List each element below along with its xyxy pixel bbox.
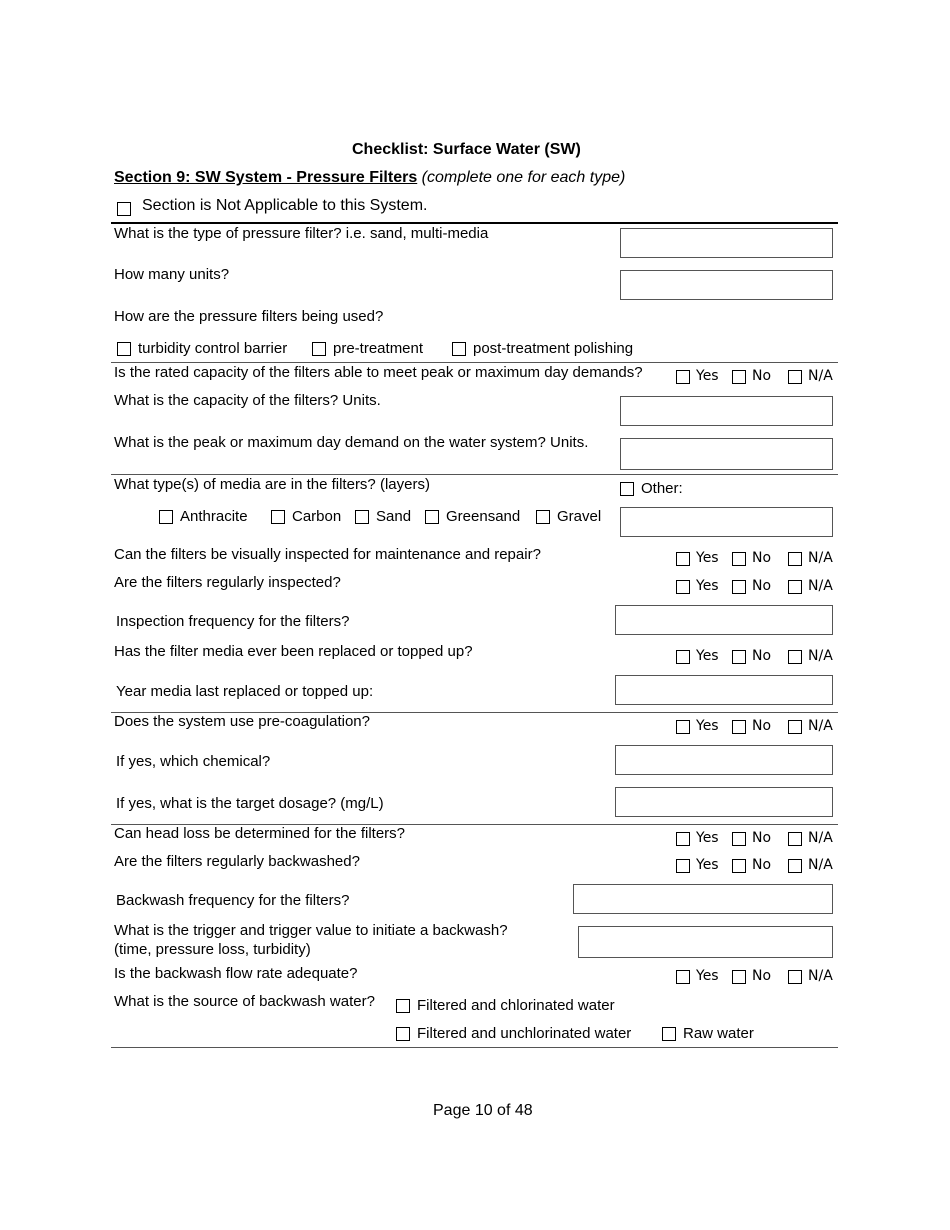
- na-label: N/A: [808, 718, 833, 734]
- peak-demand-input[interactable]: [620, 438, 833, 470]
- filter-type-input[interactable]: [620, 228, 833, 258]
- section-heading: [114, 170, 625, 186]
- question-regularly-inspected: Are the filters regularly inspected?: [114, 574, 341, 591]
- na-label: N/A: [808, 368, 833, 384]
- backwash-trigger-input[interactable]: [578, 926, 833, 958]
- media-option-label: Anthracite: [180, 508, 248, 525]
- no-label: No: [752, 718, 772, 734]
- question-filter-type: What is the type of pressure filter? i.e. sand, multi-media: [114, 225, 489, 242]
- na-label: N/A: [808, 578, 833, 594]
- question-visual-inspect: Can the filters be visually inspected for maintenance and repair?: [114, 546, 541, 563]
- page-title: Checklist: Surface Water (SW): [352, 141, 581, 158]
- na-label: N/A: [808, 968, 833, 984]
- not-applicable-label: Section is Not Applicable to this System.: [142, 197, 428, 214]
- question-rated-capacity: Is the rated capacity of the filters able to meet peak or maximum day demands?: [114, 364, 643, 381]
- media-greensand-checkbox[interactable]: [425, 510, 439, 524]
- chemical-input[interactable]: [615, 745, 833, 775]
- question-usage: How are the pressure filters being used?: [114, 308, 384, 325]
- precoagulation-na-checkbox[interactable]: [788, 720, 802, 734]
- question-peak-demand: What is the peak or maximum day demand on the water system? Units.: [114, 434, 589, 451]
- question-backwash-trigger-hint: (time, pressure loss, turbidity): [114, 941, 311, 958]
- question-backwash-flow: Is the backwash flow rate adequate?: [114, 965, 358, 982]
- na-label: N/A: [808, 857, 833, 873]
- no-label: No: [752, 550, 772, 566]
- backwashed-no-checkbox[interactable]: [732, 859, 746, 873]
- inspection-frequency-input[interactable]: [615, 605, 833, 635]
- source-option-label: Raw water: [683, 1025, 754, 1042]
- source-filtered-unchlorinated-checkbox[interactable]: [396, 1027, 410, 1041]
- question-precoagulation: Does the system use pre-coagulation?: [114, 713, 370, 730]
- usage-pretreatment-checkbox[interactable]: [312, 342, 326, 356]
- no-label: No: [752, 648, 772, 664]
- rated-capacity-no-checkbox[interactable]: [732, 370, 746, 384]
- yes-label: Yes: [696, 830, 719, 846]
- yes-label: Yes: [696, 550, 719, 566]
- media-option-label: Gravel: [557, 508, 602, 525]
- usage-posttreatment-checkbox[interactable]: [452, 342, 466, 356]
- no-label: No: [752, 578, 772, 594]
- backwashed-na-checkbox[interactable]: [788, 859, 802, 873]
- rated-capacity-yes-checkbox[interactable]: [676, 370, 690, 384]
- backwashed-yes-checkbox[interactable]: [676, 859, 690, 873]
- question-backwash-frequency: Backwash frequency for the filters?: [116, 892, 350, 909]
- na-label: N/A: [808, 648, 833, 664]
- backwash-flow-na-checkbox[interactable]: [788, 970, 802, 984]
- visual-inspect-na-checkbox[interactable]: [788, 552, 802, 566]
- media-replaced-yes-checkbox[interactable]: [676, 650, 690, 664]
- usage-option-label: pre-treatment: [333, 340, 424, 357]
- media-option-label: Carbon: [292, 508, 342, 525]
- question-head-loss: Can head loss be determined for the filters?: [114, 825, 405, 842]
- regularly-inspected-na-checkbox[interactable]: [788, 580, 802, 594]
- question-units: How many units?: [114, 266, 230, 283]
- yes-label: Yes: [696, 968, 719, 984]
- divider: [111, 474, 838, 475]
- section-title: Section 9: SW System - Pressure Filters: [114, 169, 418, 186]
- divider: [111, 1047, 838, 1048]
- source-option-label: Filtered and unchlorinated water: [417, 1025, 632, 1042]
- yes-label: Yes: [696, 368, 719, 384]
- question-which-chemical: If yes, which chemical?: [116, 753, 271, 770]
- section-divider: [111, 222, 838, 224]
- media-anthracite-checkbox[interactable]: [159, 510, 173, 524]
- head-loss-no-checkbox[interactable]: [732, 832, 746, 846]
- no-label: No: [752, 368, 772, 384]
- yes-label: Yes: [696, 857, 719, 873]
- media-option-label: Greensand: [446, 508, 521, 525]
- media-gravel-checkbox[interactable]: [536, 510, 550, 524]
- yes-label: Yes: [696, 718, 719, 734]
- no-label: No: [752, 830, 772, 846]
- no-label: No: [752, 857, 772, 873]
- page-number: Page 10 of 48: [433, 1102, 533, 1119]
- question-backwashed: Are the filters regularly backwashed?: [114, 853, 360, 870]
- media-other-input[interactable]: [620, 507, 833, 537]
- backwash-flow-yes-checkbox[interactable]: [676, 970, 690, 984]
- question-target-dosage: If yes, what is the target dosage? (mg/L): [116, 795, 384, 812]
- visual-inspect-yes-checkbox[interactable]: [676, 552, 690, 566]
- head-loss-yes-checkbox[interactable]: [676, 832, 690, 846]
- divider: [111, 362, 838, 363]
- head-loss-na-checkbox[interactable]: [788, 832, 802, 846]
- source-filtered-chlorinated-checkbox[interactable]: [396, 999, 410, 1013]
- source-raw-water-checkbox[interactable]: [662, 1027, 676, 1041]
- source-option-label: Filtered and chlorinated water: [417, 997, 615, 1014]
- question-year-replaced: Year media last replaced or topped up:: [116, 683, 374, 700]
- units-input[interactable]: [620, 270, 833, 300]
- question-inspection-frequency: Inspection frequency for the filters?: [116, 613, 350, 630]
- capacity-input[interactable]: [620, 396, 833, 426]
- dosage-input[interactable]: [615, 787, 833, 817]
- question-capacity: What is the capacity of the filters? Units.: [114, 392, 381, 409]
- rated-capacity-na-checkbox[interactable]: [788, 370, 802, 384]
- question-backwash-trigger: What is the trigger and trigger value to initiate a backwash?: [114, 922, 508, 939]
- media-replaced-na-checkbox[interactable]: [788, 650, 802, 664]
- na-label: N/A: [808, 550, 833, 566]
- media-sand-checkbox[interactable]: [355, 510, 369, 524]
- usage-turbidity-checkbox[interactable]: [117, 342, 131, 356]
- regularly-inspected-yes-checkbox[interactable]: [676, 580, 690, 594]
- backwash-flow-no-checkbox[interactable]: [732, 970, 746, 984]
- usage-option-label: post-treatment polishing: [473, 340, 634, 357]
- regularly-inspected-no-checkbox[interactable]: [732, 580, 746, 594]
- media-other-label: Other:: [641, 480, 683, 497]
- media-option-label: Sand: [376, 508, 412, 525]
- precoagulation-no-checkbox[interactable]: [732, 720, 746, 734]
- media-replaced-no-checkbox[interactable]: [732, 650, 746, 664]
- question-media-types: What type(s) of media are in the filters? (layers): [114, 476, 430, 493]
- media-carbon-checkbox[interactable]: [271, 510, 285, 524]
- question-backwash-source: What is the source of backwash water?: [114, 993, 375, 1010]
- section-note: (complete one for each type): [421, 169, 626, 186]
- na-label: N/A: [808, 830, 833, 846]
- yes-label: Yes: [696, 578, 719, 594]
- no-label: No: [752, 968, 772, 984]
- question-media-replaced: Has the filter media ever been replaced or topped up?: [114, 643, 473, 660]
- backwash-frequency-input[interactable]: [573, 884, 833, 914]
- usage-option-label: turbidity control barrier: [138, 340, 288, 357]
- yes-label: Yes: [696, 648, 719, 664]
- year-replaced-input[interactable]: [615, 675, 833, 705]
- precoagulation-yes-checkbox[interactable]: [676, 720, 690, 734]
- not-applicable-checkbox[interactable]: [117, 202, 131, 216]
- visual-inspect-no-checkbox[interactable]: [732, 552, 746, 566]
- media-other-checkbox[interactable]: [620, 482, 634, 496]
